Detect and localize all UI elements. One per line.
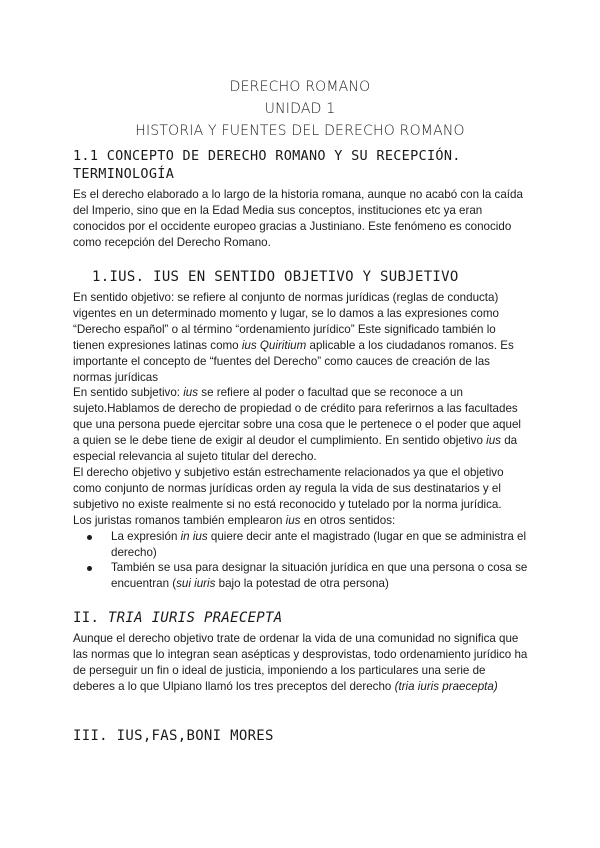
document-title-block [0,76,600,142]
section-ius-fas-heading: III. IUS,FAS,BONI MORES [73,728,274,744]
section-1-1-paragraph: Es el derecho elaborado a lo largo de la historia romana, aunque no acabó con la caída del Imperio, sino que en la Edad Media sus conceptos, instituciones etc ya eran conocidos por el occidente europeo gracias a Justiniano. Este fenómeno es conocido como recepción del Derecho Romano. [73,188,523,249]
course-title: DERECHO ROMANO [229,79,371,95]
bullet-icon [87,535,92,540]
section-tria-heading: II. TRIA IURIS PRAECEPTA [73,610,283,626]
section-1-1-heading: 1.1 CONCEPTO DE DERECHO ROMANO Y SU RECEPCIÓN. TERMINOLOGÍA [73,148,461,182]
section-tria-paragraph: Aunque el derecho objetivo trate de ordenar la vida de una comunidad no significa que las normas que lo integran sean asépticas y desprovistas, todo ordenamiento jurídico ha de perseguir un fin o ideal de justicia, imponiendo a los particulares una serie de deberes a lo que Ulpiano llamó los tres preceptos del derecho (tria iuris praecepta) [73,632,528,693]
relation-paragraph: El derecho objetivo y subjetivo están estrechamente relacionados ya que el objetivo como conjunto de normas jurídicas orden ay regula la vida de sus destinatarios y el subjetivo no existe realmente si no está reconocido y tutelado por la norma jurídica. [73,465,504,511]
other-senses-list [73,529,529,593]
section-ius-body [73,290,529,592]
objective-paragraph: En sentido objetivo: se refiere al conjunto de normas jurídicas (reglas de conducta) vigentes en un determinado momento y lugar, se lo damos a las expresiones como “Derecho español” o al término “ordenamiento jurídico” Este significado también lo tienen expresiones latinas como ius Quiritium aplicable a los ciudadanos romanos. Es importante el concepto de “fuentes del Derecho” como cauces de creación de las normas jurídicas [73,291,514,384]
unit-subtitle: HISTORIA Y FUENTES DEL DERECHO ROMANO [135,123,465,139]
section-ius-heading: 1.IUS. IUS EN SENTIDO OBJETIVO Y SUBJETIVO [92,269,459,285]
subjective-paragraph: En sentido subjetivo: ius se refiere al poder o facultad que se reconoce a un sujeto.Hablamos de derecho de propiedad o de crédito para referirnos a las facultades que una persona puede ejercitar sobre una cosa que le pertenece o el poder que aquel a quien se le debe tiene de exigir al deudor el cumplimiento. En sentido objetivo ius da especial relevancia al sujeto titular del derecho. [73,386,521,464]
bullet-icon [87,566,92,571]
list-item: También se usa para designar la situación jurídica en que una persona o cosa se encuentran (sui iuris bajo la potestad de otra persona) [87,560,529,592]
list-item: La expresión in ius quiere decir ante el magistrado (lugar en que se administra el derecho) [87,529,529,561]
unit-title: UNIDAD 1 [264,101,336,117]
other-senses-paragraph: Los juristas romanos también emplearon ius en otros sentidos: [73,513,396,527]
